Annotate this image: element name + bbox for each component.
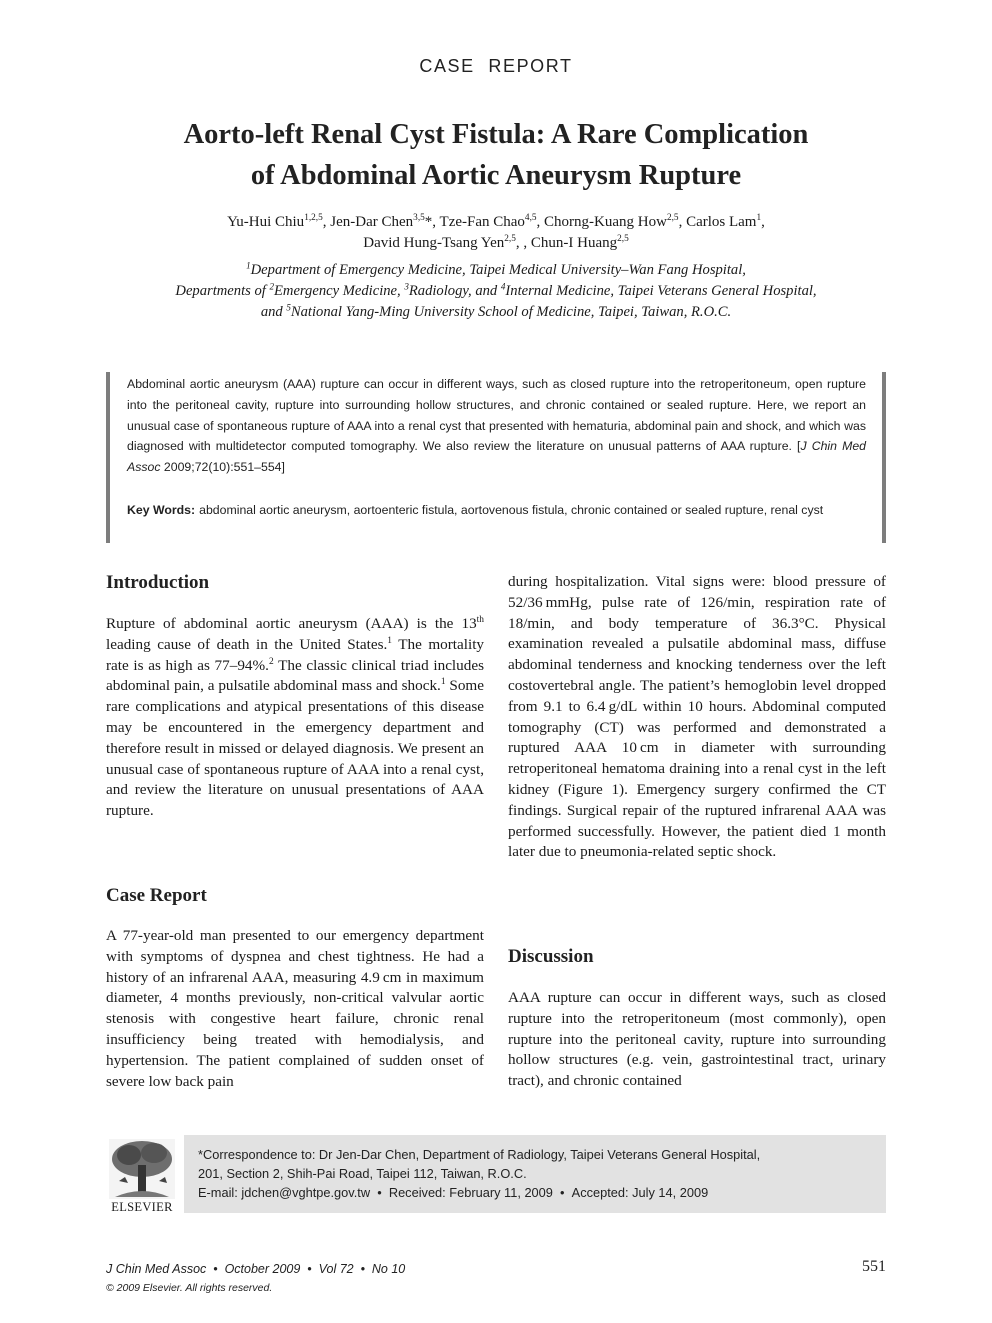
author-list: Yu-Hui Chiu$^{1,2,5}$, Jen-Dar Chen$^{3,5}$*, Tze-Fan Chao$^{4,5}$, Chorng-Kuang How$^{2,5}$, Carlos Lam$^1$, David Hung-Tsang Yen$^{2,5}$, , Chun-I Huang$^{2,5}$ (227, 213, 765, 251)
abstract-citation-journal: J Chin Med Assoc (127, 439, 867, 475)
article-title (100, 114, 892, 196)
accepted-date: Accepted: July 14, 2009 (571, 1185, 709, 1200)
elsevier-wordmark: ELSEVIER (111, 1200, 173, 1214)
author: Jen-Dar Chen$^{3,5}$*, (330, 213, 440, 230)
received-date: Received: February 11, 2009 (388, 1185, 553, 1200)
title-line-2: of Abdominal Aortic Aneurysm Rupture (250, 160, 742, 191)
author: David Hung-Tsang Yen$^{2,5}$, (363, 234, 524, 251)
affiliation-line-3: and $^5$National Yang-Ming University School of Medicine, Taipei, Taiwan, R.O.C. (260, 302, 732, 320)
correspondence-text (198, 1145, 878, 1202)
keywords-row (127, 500, 866, 521)
introduction-heading: Introduction (106, 572, 210, 593)
discussion-heading: Discussion (508, 946, 594, 967)
case-report-body: A 77-year-old man presented to our emergency department with symptoms of dyspnea and chest tightness. He had a history of an infrarenal AAA, measuring 4.9 cm in maximum diameter, 4 months previously, non-critical valvular aortic stenosis with congestive heart failure, chronic renal insufficiency being treated with hemodialysis, and hypertension. The patient complained of sudden onset of severe low back pain (106, 927, 484, 1090)
reference-marker: 1 (387, 635, 392, 646)
affiliations (90, 260, 902, 323)
section-label: CASE REPORT (419, 56, 573, 76)
correspondence-line-2: 201, Section 2, Shih-Pai Road, Taipei 112, Taiwan, R.O.C. (198, 1166, 527, 1181)
footer-copyright: © 2009 Elsevier. All rights reserved. (106, 1282, 273, 1294)
author: Tze-Fan Chao$^{4,5}$, (439, 213, 545, 230)
author: Chun-I Huang$^{2,5}$ (530, 234, 629, 251)
author: Chorng-Kuang How$^{2,5}$, (544, 213, 687, 230)
case-report-body-continued: during hospitalization. Vital signs were: blood pressure of 52/36 mmHg, pulse rate of 126/min, respiration rate of 18/min, and body temperature of 36.3°C. Physical examination revealed a pulsatile abdominal mass, diffuse abdominal tenderness and knocking tenderness over the left costovertebral angle. The patient’s hemoglobin level dropped from 9.1 to 6.4 g/dL within 10 hours. Abdominal computed tomography (CT) was performed and demonstrated a ruptured AAA 10 cm in diameter with surrounding retroperitoneal hematoma draining into a renal cyst in the left kidney (Figure 1). Emergency surgery confirmed the CT findings. Surgical repair of the ruptured infrarenal AAA was performed successfully. However, the patient died 1 month later due to pneumonia-related septic shock. (508, 573, 886, 861)
publisher-logo (107, 1137, 177, 1217)
keywords-label: Key Words: (127, 503, 196, 517)
keywords-text: abdominal aortic aneurysm, aortoenteric fistula, aortovenous fistula, chronic contained or sealed rupture, renal cyst (199, 503, 824, 517)
title-line-1: Aorto-left Renal Cyst Fistula: A Rare Complication (183, 119, 809, 150)
footer-journal: J Chin Med Assoc • October 2009 • Vol 72 • No 10 (106, 1262, 406, 1276)
author: Yu-Hui Chiu$^{1,2,5}$, (227, 213, 331, 230)
correspondence-line-3: E-mail: jdchen@vghtpe.gov.tw • Received: February 11, 2009 • Accepted: July 14, 2009 (198, 1185, 709, 1200)
page-number: 551 (862, 1258, 886, 1275)
case-report-heading: Case Report (106, 885, 207, 906)
correspondence-line-1: *Correspondence to: Dr Jen-Dar Chen, Department of Radiology, Taipei Veterans General Hospital, (198, 1147, 761, 1162)
introduction-body: Rupture of abdominal aortic aneurysm (AAA) is the 13th leading cause of death in the United States.$^1$ The mortality rate is as high as 77–94%.$^2$ The classic clinical triad includes abdominal pain, a pulsatile abdominal mass and shock.$^1$ Some rare complications and atypical presentations of this disease may be encountered in the emergency department and therefore result in missed or delayed diagnosis. We present an unusual case of spontaneous rupture of AAA into a renal cyst, and review the literature on unusual presentations of AAA rupture. (106, 615, 485, 820)
reference-marker: 1 (440, 677, 446, 688)
affiliation-line-1: $^1$Department of Emergency Medicine, Taipei Medical University–Wan Fang Hospital, (246, 260, 746, 278)
abstract-text: Abdominal aortic aneurysm (AAA) rupture can occur in different ways, such as closed rupture into the retroperitoneum, open rupture into the peritoneal cavity, rupture into surrounding hollow structures, and chronic contained or sealed rupture. Here, we report an unusual case of spontaneous rupture of AAA into a renal cyst that presented with hematuria, abdominal pain and shock, and which was diagnosed with multidetector computed tomography. We also review the literature on unusual patterns of AAA rupture. [J Chin Med Assoc 2009;72(10):551–554] (127, 377, 867, 475)
author: Carlos Lam$^1$, (686, 213, 765, 230)
reference-marker: 2 (268, 656, 274, 667)
affiliation-line-2: Departments of $^2$Emergency Medicine, $^3$Radiology, and $^4$Internal Medicine, Taipei Veterans General Hospital, (175, 281, 817, 299)
email-link[interactable]: jdchen@vghtpe.gov.tw (241, 1185, 371, 1200)
discussion-body: AAA rupture can occur in different ways, such as closed rupture into the retroperitoneum (most commonly), open rupture into the peritoneal cavity, rupture into surrounding hollow structures (e.g. vein, gastrointestinal tract, urinary tract), and chronic contained (508, 989, 886, 1090)
